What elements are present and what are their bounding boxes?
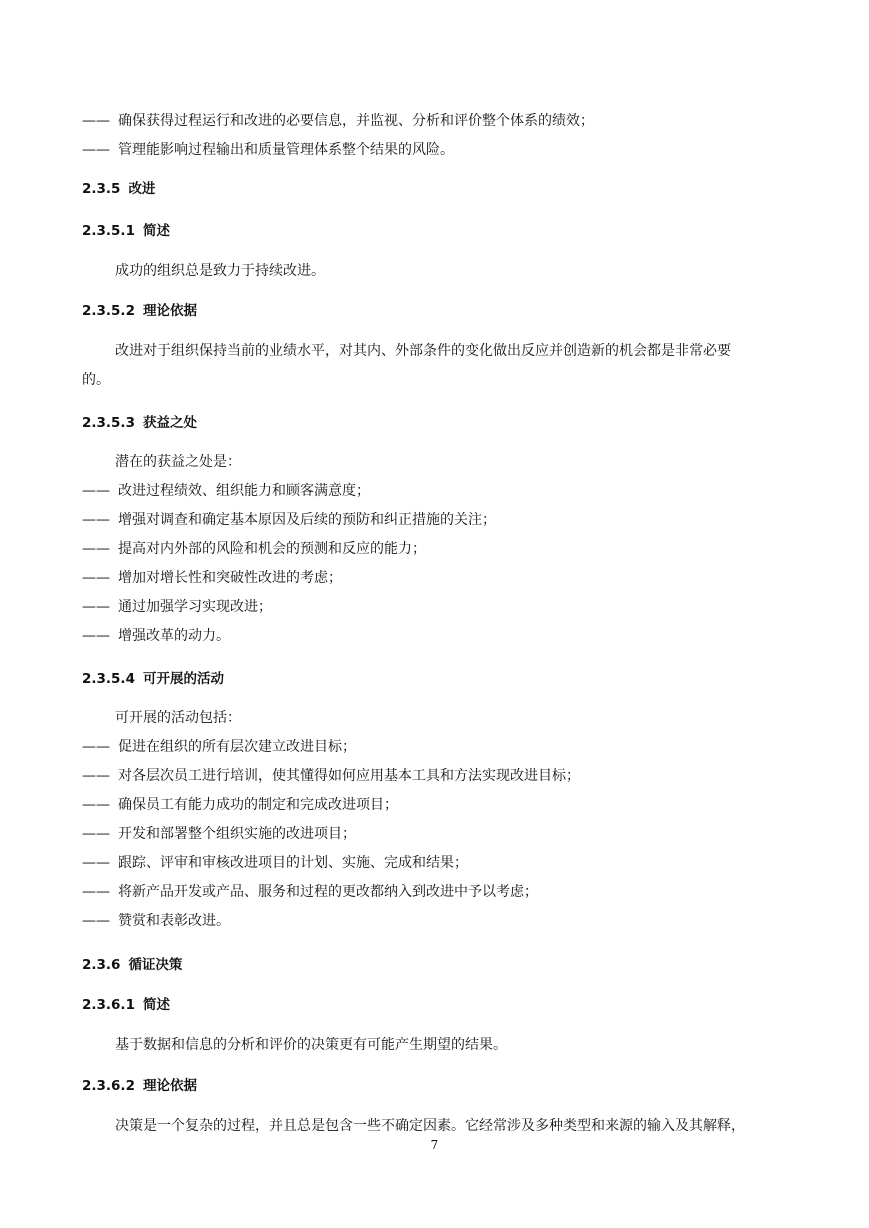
- section-number: 2.3.5.3: [82, 415, 135, 431]
- dash-marker: ——: [82, 884, 110, 900]
- section-title: 可开展的活动: [142, 671, 224, 687]
- dash-marker: ——: [82, 739, 110, 755]
- section-title: 获益之处: [142, 415, 197, 431]
- list-item-text: 确保获得过程运行和改进的必要信息，并监视、分析和评价整个体系的绩效；: [118, 113, 594, 129]
- subsection-heading: [82, 996, 170, 1014]
- list-item: [82, 796, 398, 814]
- list-item: [82, 738, 356, 756]
- section-heading: [82, 180, 155, 198]
- dash-marker: ——: [82, 570, 110, 586]
- section-number: 2.3.5: [82, 181, 121, 197]
- list-item-text: 增强改革的动力。: [118, 628, 230, 644]
- subsection-heading: [82, 222, 170, 240]
- paragraph: 潜在的获益之处是：: [115, 454, 241, 470]
- list-item: [82, 883, 538, 901]
- dash-marker: ——: [82, 599, 110, 615]
- list-item: [82, 825, 356, 843]
- section-number: 2.3.5.2: [82, 303, 135, 319]
- list-item: [82, 511, 496, 529]
- paragraph: 可开展的活动包括：: [115, 710, 241, 726]
- list-item-text: 管理能影响过程输出和质量管理体系整个结果的风险。: [118, 142, 454, 158]
- dash-marker: ——: [82, 628, 110, 644]
- list-item: [82, 482, 370, 500]
- section-title: 循证决策: [128, 957, 183, 973]
- paragraph: 成功的组织总是致力于持续改进。: [115, 263, 325, 279]
- list-item: [82, 141, 454, 159]
- section-number: 2.3.6: [82, 957, 121, 973]
- section-title: 理论依据: [142, 1078, 197, 1094]
- list-item: [82, 767, 580, 785]
- paragraph-continuation: 的。: [82, 372, 110, 388]
- section-number: 2.3.6.1: [82, 997, 135, 1013]
- list-item-text: 对各层次员工进行培训，使其懂得如何应用基本工具和方法实现改进目标；: [118, 768, 580, 784]
- section-title: 简述: [142, 997, 170, 1013]
- dash-marker: ——: [82, 797, 110, 813]
- list-item-text: 赞赏和表彰改进。: [118, 913, 230, 929]
- section-number: 2.3.5.4: [82, 671, 135, 687]
- list-item: [82, 627, 230, 645]
- dash-marker: ——: [82, 483, 110, 499]
- subsection-heading: [82, 414, 197, 432]
- list-item-text: 开发和部署整个组织实施的改进项目；: [118, 826, 356, 842]
- dash-marker: ——: [82, 768, 110, 784]
- paragraph: 改进对于组织保持当前的业绩水平，对其内、外部条件的变化做出反应并创造新的机会都是非常必要: [115, 343, 731, 359]
- list-item: [82, 569, 342, 587]
- paragraph: 基于数据和信息的分析和评价的决策更有可能产生期望的结果。: [115, 1037, 507, 1053]
- section-number: 2.3.6.2: [82, 1078, 135, 1094]
- subsection-heading: [82, 302, 197, 320]
- list-item-text: 增强对调查和确定基本原因及后续的预防和纠正措施的关注；: [118, 512, 496, 528]
- subsection-heading: [82, 670, 224, 688]
- list-item-text: 确保员工有能力成功的制定和完成改进项目；: [118, 797, 398, 813]
- list-item: [82, 598, 272, 616]
- list-item: [82, 112, 594, 130]
- list-item: [82, 540, 426, 558]
- list-item-text: 增加对增长性和突破性改进的考虑；: [118, 570, 342, 586]
- list-item-text: 提高对内外部的风险和机会的预测和反应的能力；: [118, 541, 426, 557]
- section-title: 简述: [142, 223, 170, 239]
- page-number: 7: [430, 1138, 439, 1152]
- dash-marker: ——: [82, 512, 110, 528]
- list-item-text: 将新产品开发或产品、服务和过程的更改都纳入到改进中予以考虑；: [118, 884, 538, 900]
- section-title: 理论依据: [142, 303, 197, 319]
- list-item-text: 通过加强学习实现改进；: [118, 599, 272, 615]
- section-number: 2.3.5.1: [82, 223, 135, 239]
- dash-marker: ——: [82, 826, 110, 842]
- section-title: 改进: [128, 181, 156, 197]
- list-item: [82, 912, 230, 930]
- list-item-text: 跟踪、评审和审核改进项目的计划、实施、完成和结果；: [118, 855, 468, 871]
- dash-marker: ——: [82, 113, 110, 129]
- dash-marker: ——: [82, 855, 110, 871]
- dash-marker: ——: [82, 142, 110, 158]
- subsection-heading: [82, 1077, 197, 1095]
- list-item: [82, 854, 468, 872]
- dash-marker: ——: [82, 913, 110, 929]
- list-item-text: 改进过程绩效、组织能力和顾客满意度；: [118, 483, 370, 499]
- section-heading: [82, 956, 182, 974]
- list-item-text: 促进在组织的所有层次建立改进目标；: [118, 739, 356, 755]
- paragraph: 决策是一个复杂的过程，并且总是包含一些不确定因素。它经常涉及多种类型和来源的输入及其解释，: [115, 1118, 745, 1134]
- dash-marker: ——: [82, 541, 110, 557]
